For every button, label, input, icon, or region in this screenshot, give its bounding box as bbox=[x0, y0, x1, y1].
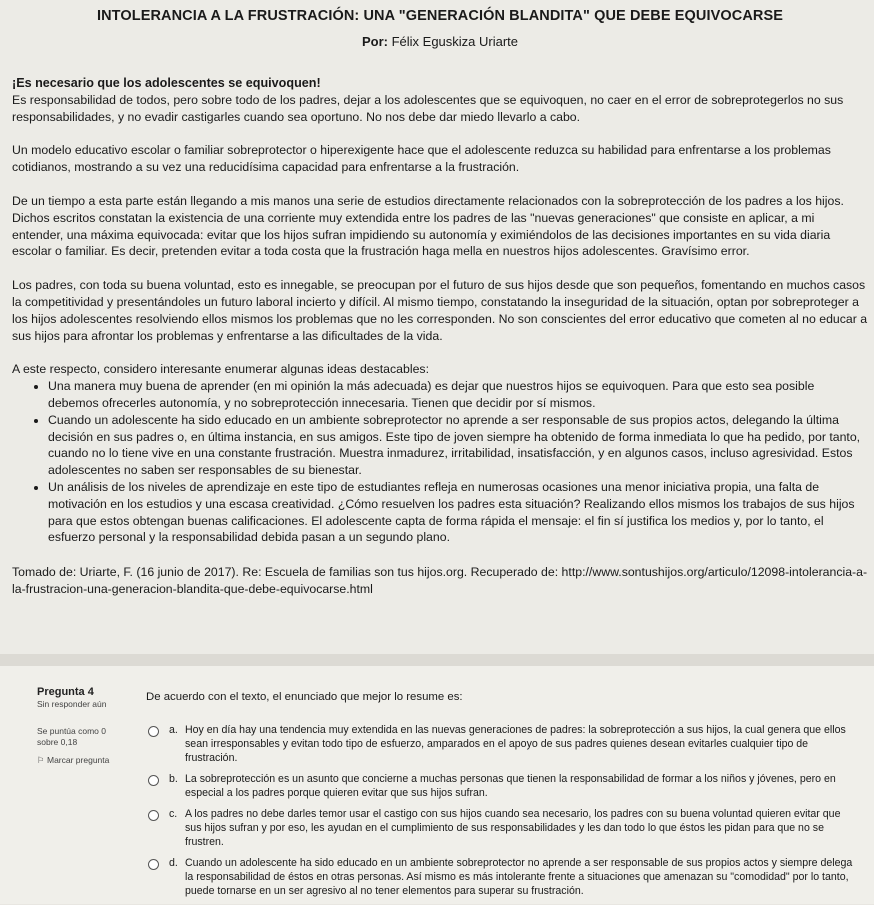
answer-option-a[interactable] bbox=[148, 723, 853, 765]
article-author bbox=[12, 34, 868, 49]
flag-icon: ⚐ bbox=[37, 755, 45, 765]
question-prompt: De acuerdo con el texto, el enunciado que mejor lo resume es: bbox=[146, 691, 463, 703]
section-divider bbox=[0, 654, 874, 666]
option-text: Cuando un adolescente ha sido educado en un ambiente sobreprotector no aprende a ser responsable de sus propios actos y siempre delega la responsabilidad de éstos en otras personas. Así mismo es más intolerante frente a situaciones que amenazan su "comodidad" por lo tanto, puede tornarse en un ser agresivo al no tener elementos para superar su frustración. bbox=[185, 857, 853, 897]
list-item: • Una manera muy buena de aprender (en mi opinión la más adecuada) es dejar que nuestros hijos se equivoquen. Para que esto sea posible debemos ofrecerles autonomía, y no sobreprotección innecesaria. Tienen que decidir por sí mismos. bbox=[48, 378, 868, 412]
paragraph: Los padres, con toda su buena voluntad, esto es innegable, se preocupan por el futuro de sus hijos desde que son pequeños, fomentando en muchos casos la competitividad y presentándoles un futuro laboral incierto y difícil. Al mismo tiempo, constatando la inseguridad de la situación, optan por sobreproteger a los hijos adolescentes resolviendo ellos mismos los problemas que no les corresponden. No son conscientes del error educativo que cometen al no educar a sus hijos para afrontar los problemas y enfrentarse a las dificultades de la vida. bbox=[12, 278, 868, 343]
intro-heading: ¡Es necesario que los adolescentes se equivoquen! bbox=[12, 76, 321, 90]
answer-option-c[interactable] bbox=[148, 807, 853, 849]
option-letter: a. bbox=[169, 724, 178, 736]
radio-button[interactable] bbox=[148, 859, 159, 870]
flag-question-link[interactable] bbox=[37, 755, 127, 766]
answer-option-d[interactable] bbox=[148, 856, 853, 898]
list-item: • Cuando un adolescente ha sido educado en un ambiente sobreprotector no aprende a ser responsable de sus propios actos, delegando la última decisión en sus padres o, en última instancia, en sus amigos. Este tipo de joven siempre ha obtenido de forma inmediata lo que ha pedido, por tanto, cuando no lo tiene vive en una constante frustración. Muestra inmadurez, irritabilidad, insatisfacción, y en algunos casos, incluso agresividad. Estos adolescentes no saben ser responsables de su bienestar. bbox=[48, 412, 868, 479]
option-text: A los padres no debe darles temor usar el castigo con sus hijos cuando sea necesario, los padres con su buena voluntad quieren evitar que sus hijos sufran y por eso, les ayudan en el cumplimiento de sus responsabilidades y les dan todo lo que éstos les pidan para que no se frustren. bbox=[185, 808, 841, 848]
question-score: Se puntúa como 0 sobre 0,18 bbox=[37, 726, 106, 747]
option-text: La sobreprotección es un asunto que concierne a muchas personas que tienen la responsabilidad de formar a los niños y jóvenes, pero en especial a los padres porque quieren evitar que sus hijos sufran. bbox=[185, 773, 836, 799]
radio-button[interactable] bbox=[148, 810, 159, 821]
list-item: • Un análisis de los niveles de aprendizaje en este tipo de estudiantes refleja en numerosas ocasiones una menor iniciativa propia, una falta de motivación en los estudios y una escasa creatividad. ¿Cómo resuelven los padres esta situación? Realizando ellos mismos los trabajos de sus hijos para que estos obtengan buenas calificaciones. El adolescente capta de forma rápida el mensaje: el fin sí justifica los medios y, por lo tanto, el esfuerzo personal y la responsabilidad debida pasan a un segundo plano. bbox=[48, 479, 868, 546]
question-panel bbox=[0, 666, 874, 904]
question-status: Sin responder aún bbox=[37, 699, 107, 709]
paragraph: Es responsabilidad de todos, pero sobre todo de los padres, dejar a los adolescentes que se equivoquen, no caer en el error de sobreprotegerlos no sus responsabilidades, y no evadir castigarles cuando sea oportuno. No nos debe dar miedo llevarlo a cabo. bbox=[12, 92, 844, 124]
option-letter: b. bbox=[169, 773, 178, 785]
article-title: INTOLERANCIA A LA FRUSTRACIÓN: UNA "GENERACIÓN BLANDITA" QUE DEBE EQUIVOCARSE bbox=[96, 8, 784, 24]
author-label: Por: bbox=[361, 34, 388, 49]
reference-citation: Tomado de: Uriarte, F. (16 junio de 2017). Re: Escuela de familias son tus hijos.org. Recuperado de: http://www.sontushijos.org/articulo/12098-intolerancia-a-la-frustracion-una-generacion-blandita-que-debe-equivocarse.html bbox=[12, 565, 868, 596]
option-text: Hoy en día hay una tendencia muy extendida en las nuevas generaciones de padres: la sobreprotección a sus hijos, la cual genera que ellos sean irresponsables y evitan todo tipo de esfuerzo, amparados en el apoyo de sus padres quienes desean evitarles cualquier tipo de frustración. bbox=[185, 724, 846, 764]
option-letter: d. bbox=[169, 857, 178, 869]
question-info bbox=[37, 687, 127, 766]
radio-button[interactable] bbox=[148, 775, 159, 786]
paragraph: De un tiempo a esta parte están llegando a mis manos una serie de estudios directamente relacionados con la sobreprotección de los padres a los hijos. Dichos escritos constatan la existencia de una corriente muy extendida entre los padres de las "nuevas generaciones" que consiste en aplicar, a mi entender, una máxima equivocada: evitar que los hijos sufran impidiendo su autonomía y eximiéndolos de las decisiones importantes en su vida diaria escolar o familiar. Es decir, pretenden evitar a toda costa que la frustración haga mella en nuestros hijos adolescentes. Gravísimo error. bbox=[12, 193, 844, 259]
list-intro: A este respecto, considero interesante enumerar algunas ideas destacables: bbox=[12, 362, 429, 377]
author-name: Félix Eguskiza Uriarte bbox=[391, 34, 519, 49]
paragraph: Un modelo educativo escolar o familiar sobreprotector o hiperexigente hace que el adolescente reduzca su habilidad para enfrentarse a los problemas cotidianos, mostrando a su vez una reducidísima capacidad para enfrentarse a la frustración. bbox=[12, 143, 831, 175]
option-letter: c. bbox=[169, 808, 178, 820]
flag-label: Marcar pregunta bbox=[47, 755, 110, 765]
answer-option-b[interactable] bbox=[148, 772, 853, 800]
radio-button[interactable] bbox=[148, 726, 159, 737]
question-number: Pregunta 4 bbox=[37, 686, 94, 698]
ideas-list bbox=[12, 378, 868, 546]
answer-options bbox=[148, 723, 853, 905]
